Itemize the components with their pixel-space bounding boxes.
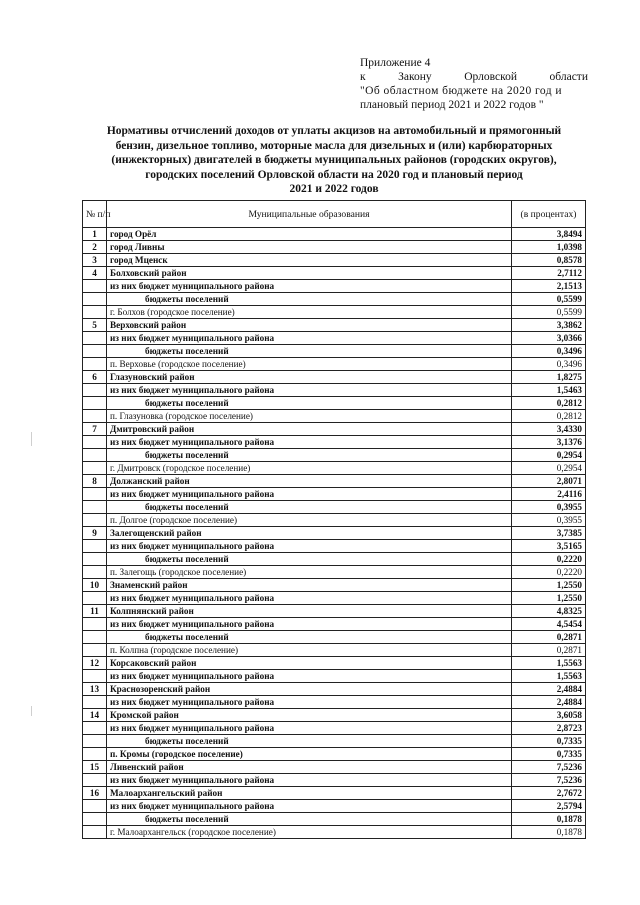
row-percent: 2,4116: [512, 488, 586, 501]
row-percent: 4,8325: [512, 605, 586, 618]
row-percent: 2,7672: [512, 787, 586, 800]
table-row: [83, 670, 586, 683]
row-percent: 1,5563: [512, 670, 586, 683]
table-row: [83, 371, 586, 384]
header-name: Муниципальные образования: [107, 201, 512, 228]
row-municipality: Ливенский район: [107, 761, 512, 774]
row-municipality: п. Верховье (городское поселение): [107, 358, 512, 371]
table-row: [83, 592, 586, 605]
row-number: [83, 670, 107, 683]
row-percent: 7,5236: [512, 761, 586, 774]
row-number: [83, 540, 107, 553]
row-number: 3: [83, 254, 107, 267]
row-number: 4: [83, 267, 107, 280]
row-percent: 0,2954: [512, 449, 586, 462]
row-municipality: п. Глазуновка (городское поселение): [107, 410, 512, 423]
row-percent: 0,2220: [512, 566, 586, 579]
row-municipality: из них бюджет муниципального района: [107, 800, 512, 813]
header-value: (в процентах): [512, 201, 586, 228]
row-number: [83, 748, 107, 761]
table-row: [83, 735, 586, 748]
row-percent: 3,4330: [512, 423, 586, 436]
table-row: [83, 774, 586, 787]
row-number: 5: [83, 319, 107, 332]
row-percent: 1,8275: [512, 371, 586, 384]
row-number: [83, 384, 107, 397]
row-number: [83, 436, 107, 449]
table-row: [83, 579, 586, 592]
row-municipality: город Ливны: [107, 241, 512, 254]
row-municipality: Болховский район: [107, 267, 512, 280]
table-row: [83, 553, 586, 566]
table-row: [83, 644, 586, 657]
row-number: [83, 618, 107, 631]
row-municipality: из них бюджет муниципального района: [107, 618, 512, 631]
title-line: бензин, дизельное топливо, моторные масла для дизельных и (или) карбюраторных: [115, 139, 553, 152]
table-row: [83, 345, 586, 358]
row-percent: 2,8723: [512, 722, 586, 735]
row-number: 6: [83, 371, 107, 384]
row-municipality: из них бюджет муниципального района: [107, 332, 512, 345]
row-percent: 3,5165: [512, 540, 586, 553]
row-municipality: из них бюджет муниципального района: [107, 774, 512, 787]
row-number: 7: [83, 423, 107, 436]
row-number: [83, 488, 107, 501]
table-row: [83, 358, 586, 371]
row-municipality: Корсаковский район: [107, 657, 512, 670]
table-row: [83, 813, 586, 826]
row-municipality: город Орёл: [107, 228, 512, 241]
table-row: [83, 462, 586, 475]
table-row: [83, 488, 586, 501]
row-number: 8: [83, 475, 107, 488]
row-percent: 0,7335: [512, 735, 586, 748]
row-number: [83, 774, 107, 787]
row-municipality: из них бюджет муниципального района: [107, 722, 512, 735]
row-percent: 0,2220: [512, 553, 586, 566]
table-row: [83, 254, 586, 267]
row-municipality: Глазуновский район: [107, 371, 512, 384]
table-row: [83, 527, 586, 540]
table-row: [83, 306, 586, 319]
row-percent: 3,1376: [512, 436, 586, 449]
table-row: [83, 618, 586, 631]
table-row: [83, 696, 586, 709]
title-line: городских поселений Орловской области на 2020 год и плановый период: [145, 168, 523, 181]
table-row: [83, 722, 586, 735]
table-row: [83, 436, 586, 449]
row-percent: 2,5794: [512, 800, 586, 813]
table-row: [83, 397, 586, 410]
row-number: [83, 735, 107, 748]
row-municipality: Дмитровский район: [107, 423, 512, 436]
title-line: Нормативы отчислений доходов от уплаты акцизов на автомобильный и прямогонный: [106, 125, 562, 137]
margin-mark: [31, 706, 32, 716]
row-number: [83, 644, 107, 657]
table-row: [83, 761, 586, 774]
table-row: [83, 319, 586, 332]
row-municipality: бюджеты поселений: [107, 735, 512, 748]
row-percent: 2,7112: [512, 267, 586, 280]
row-percent: 0,8578: [512, 254, 586, 267]
row-percent: 1,5463: [512, 384, 586, 397]
title-line: (инжекторных) двигателей в бюджеты муниципальных районов (городских округов),: [111, 154, 557, 167]
row-municipality: п. Долгое (городское поселение): [107, 514, 512, 527]
row-number: [83, 462, 107, 475]
row-municipality: Залегощенский район: [107, 527, 512, 540]
row-municipality: бюджеты поселений: [107, 397, 512, 410]
table-row: [83, 280, 586, 293]
row-number: 9: [83, 527, 107, 540]
row-number: [83, 813, 107, 826]
appendix-word: к: [360, 71, 366, 83]
table-row: [83, 826, 586, 839]
row-municipality: из них бюджет муниципального района: [107, 592, 512, 605]
row-percent: 2,4884: [512, 696, 586, 709]
table-row: [83, 384, 586, 397]
row-percent: 3,3862: [512, 319, 586, 332]
table-row: [83, 332, 586, 345]
appendix-law-title: "Об областном бюджете на 2020 год и: [360, 85, 562, 97]
row-percent: 0,1878: [512, 826, 586, 839]
row-municipality: Колпнянский район: [107, 605, 512, 618]
row-number: [83, 631, 107, 644]
row-percent: 0,3496: [512, 345, 586, 358]
row-municipality: Малоархангельский район: [107, 787, 512, 800]
row-percent: 0,3496: [512, 358, 586, 371]
table-row: [83, 514, 586, 527]
row-number: [83, 553, 107, 566]
row-municipality: Кромской район: [107, 709, 512, 722]
row-municipality: г. Дмитровск (городское поселение): [107, 462, 512, 475]
row-number: [83, 306, 107, 319]
row-municipality: г. Малоархангельск (городское поселение): [107, 826, 512, 839]
row-municipality: бюджеты поселений: [107, 553, 512, 566]
table-row: [83, 800, 586, 813]
appendix-number: Приложение 4: [360, 57, 431, 69]
row-municipality: бюджеты поселений: [107, 631, 512, 644]
row-number: [83, 592, 107, 605]
row-percent: 2,8071: [512, 475, 586, 488]
row-municipality: г. Болхов (городское поселение): [107, 306, 512, 319]
row-percent: 0,3955: [512, 501, 586, 514]
table-row: [83, 228, 586, 241]
row-number: [83, 280, 107, 293]
row-percent: 4,5454: [512, 618, 586, 631]
row-municipality: из них бюджет муниципального района: [107, 488, 512, 501]
row-number: 1: [83, 228, 107, 241]
row-number: [83, 566, 107, 579]
row-municipality: Краснозоренский район: [107, 683, 512, 696]
row-percent: 3,7385: [512, 527, 586, 540]
row-number: 15: [83, 761, 107, 774]
table-row: [83, 683, 586, 696]
row-number: 16: [83, 787, 107, 800]
row-number: 11: [83, 605, 107, 618]
row-municipality: Должанский район: [107, 475, 512, 488]
table-row: [83, 631, 586, 644]
row-municipality: бюджеты поселений: [107, 501, 512, 514]
row-percent: 0,7335: [512, 748, 586, 761]
row-municipality: бюджеты поселений: [107, 449, 512, 462]
table-row: [83, 657, 586, 670]
row-percent: 0,2812: [512, 410, 586, 423]
row-percent: 0,5599: [512, 293, 586, 306]
title-line: 2021 и 2022 годов: [289, 183, 379, 196]
row-municipality: из них бюджет муниципального района: [107, 280, 512, 293]
appendix-word: области: [549, 71, 588, 83]
row-percent: 1,2550: [512, 579, 586, 592]
table-row: [83, 449, 586, 462]
row-percent: 0,2812: [512, 397, 586, 410]
row-municipality: п. Колпна (городское поселение): [107, 644, 512, 657]
row-percent: 0,1878: [512, 813, 586, 826]
table-row: [83, 410, 586, 423]
row-percent: 1,5563: [512, 657, 586, 670]
row-number: [83, 501, 107, 514]
row-number: [83, 722, 107, 735]
row-municipality: Знаменский район: [107, 579, 512, 592]
table-row: [83, 241, 586, 254]
row-number: [83, 293, 107, 306]
row-number: [83, 826, 107, 839]
row-percent: 0,2871: [512, 631, 586, 644]
margin-mark: [31, 432, 32, 446]
row-municipality: бюджеты поселений: [107, 813, 512, 826]
appendix-word: Орловской: [464, 71, 517, 83]
row-number: [83, 397, 107, 410]
row-number: [83, 800, 107, 813]
row-municipality: из них бюджет муниципального района: [107, 540, 512, 553]
row-number: 13: [83, 683, 107, 696]
row-percent: 2,4884: [512, 683, 586, 696]
appendix-law-period: плановый период 2021 и 2022 годов ": [360, 99, 544, 111]
row-municipality: из них бюджет муниципального района: [107, 696, 512, 709]
row-municipality: бюджеты поселений: [107, 345, 512, 358]
row-municipality: город Мценск: [107, 254, 512, 267]
table-row: [83, 540, 586, 553]
table-row: [83, 605, 586, 618]
row-number: [83, 345, 107, 358]
appendix-header: [360, 56, 588, 112]
row-percent: 2,1513: [512, 280, 586, 293]
row-percent: 1,2550: [512, 592, 586, 605]
table-row: [83, 267, 586, 280]
row-municipality: п. Кромы (городское поселение): [107, 748, 512, 761]
row-number: [83, 410, 107, 423]
row-number: [83, 449, 107, 462]
row-number: [83, 332, 107, 345]
table-row: [83, 293, 586, 306]
table-row: [83, 709, 586, 722]
row-municipality: Верховский район: [107, 319, 512, 332]
row-municipality: из них бюджет муниципального района: [107, 436, 512, 449]
table-header-row: [83, 201, 586, 228]
document-title: [64, 124, 604, 197]
row-number: 12: [83, 657, 107, 670]
row-municipality: п. Залегощь (городское поселение): [107, 566, 512, 579]
table-row: [83, 566, 586, 579]
row-percent: 0,2871: [512, 644, 586, 657]
row-percent: 3,0366: [512, 332, 586, 345]
normatives-table: [82, 200, 586, 839]
row-municipality: из них бюджет муниципального района: [107, 384, 512, 397]
table-row: [83, 787, 586, 800]
table-row: [83, 501, 586, 514]
row-number: 14: [83, 709, 107, 722]
row-percent: 1,0398: [512, 241, 586, 254]
table-row: [83, 423, 586, 436]
row-percent: 3,6058: [512, 709, 586, 722]
table-row: [83, 475, 586, 488]
row-municipality: бюджеты поселений: [107, 293, 512, 306]
table-row: [83, 748, 586, 761]
row-percent: 0,2954: [512, 462, 586, 475]
row-municipality: из них бюджет муниципального района: [107, 670, 512, 683]
row-percent: 0,3955: [512, 514, 586, 527]
row-percent: 0,5599: [512, 306, 586, 319]
table-body: [83, 228, 586, 839]
row-number: 10: [83, 579, 107, 592]
row-number: [83, 358, 107, 371]
row-number: 2: [83, 241, 107, 254]
appendix-law-line: [360, 70, 588, 84]
appendix-word: Закону: [398, 71, 432, 83]
row-percent: 3,8494: [512, 228, 586, 241]
row-number: [83, 696, 107, 709]
row-percent: 7,5236: [512, 774, 586, 787]
row-number: [83, 514, 107, 527]
header-num: № п/п: [83, 201, 107, 228]
